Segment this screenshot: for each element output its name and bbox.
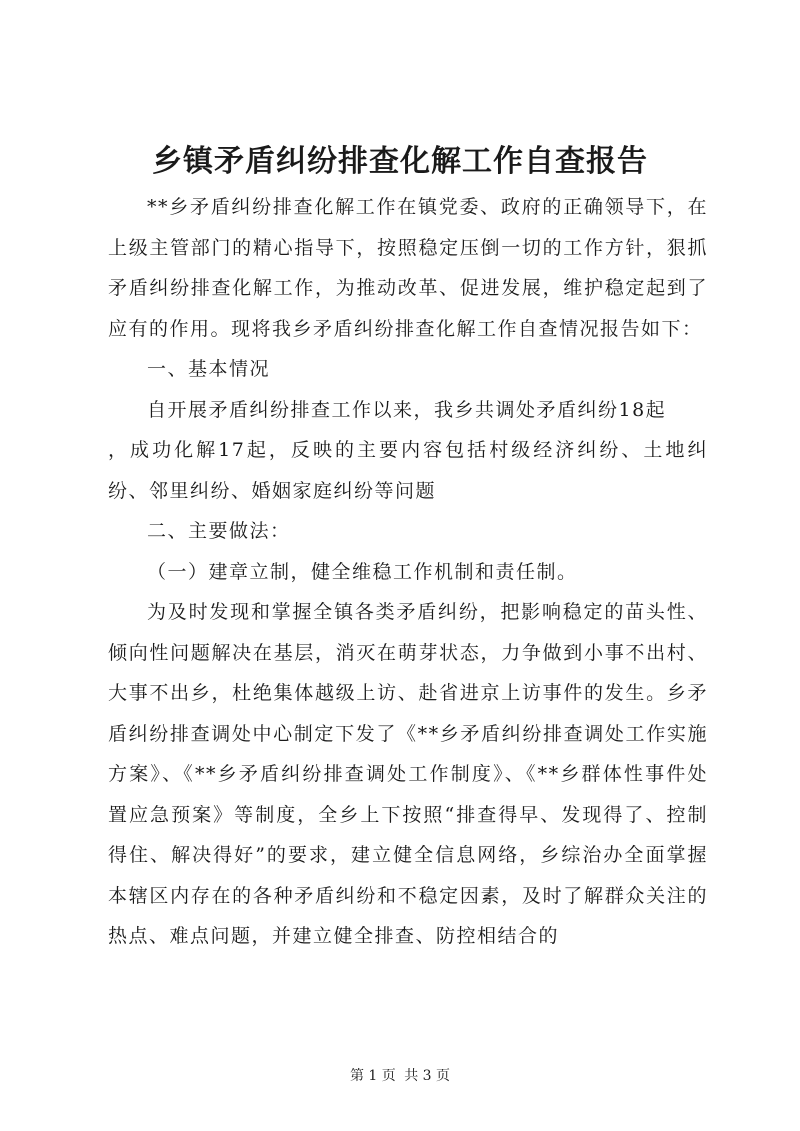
basic-info-continuation: ，成功化解17起，反映的主要内容包括村级经济纠纷、土地纠纷、邻里纠纷、婚姻家庭纠纷等问题 [108, 439, 708, 502]
section-heading-basic: 一、基本情况 [147, 358, 271, 380]
page-number: 第 1 页 [349, 1068, 396, 1084]
section-heading-methods: 二、主要做法： [147, 520, 291, 542]
subsection-heading-1: （一）建章立制，健全维稳工作机制和责任制。 [147, 560, 578, 583]
document-title: 乡镇矛盾纠纷排查化解工作自查报告 [152, 144, 648, 179]
page-total: 共 3 页 [404, 1068, 451, 1084]
basic-info-paragraph: 自开展矛盾纠纷排查工作以来，我乡共调处矛盾纠纷18起 [147, 398, 667, 421]
document-body [108, 187, 708, 957]
page-footer [0, 1066, 800, 1086]
methods-paragraph: 为及时发现和掌握全镇各类矛盾纠纷，把影响稳定的苗头性、倾向性问题解决在基层，消灭在萌芽状态，力争做到小事不出村、大事不出乡，杜绝集体越级上访、赴省进京上访事件的发生。乡矛盾纠纷排查调处中心制定下发了《**乡矛盾纠纷排查调处工作实施方案》、《**乡矛盾纠纷排查调处工作制度》、《**乡群体性事件处置应急预案》等制度，全乡上下按照“排查得早、发现得了、控制得住、解决得好”的要求，建立健全信息网络，乡综治办全面掌握本辖区内存在的各种矛盾纠纷和不稳定因素，及时了解群众关注的热点、难点问题，并建立健全排查、防控相结合的 [108, 601, 708, 947]
intro-paragraph: **乡矛盾纠纷排查化解工作在镇党委、政府的正确领导下，在上级主管部门的精心指导下，按照稳定压倒一切的工作方针，狠抓矛盾纠纷排查化解工作，为推动改革、促进发展，维护稳定起到了应有的作用。现将我乡矛盾纠纷排查化解工作自查情况报告如下： [108, 196, 708, 340]
